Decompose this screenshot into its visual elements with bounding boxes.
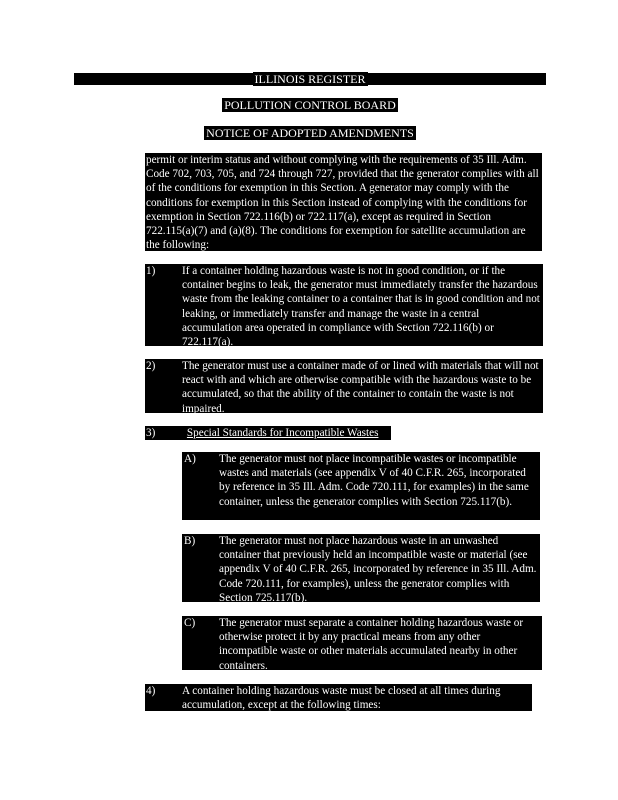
register-header — [74, 73, 546, 85]
item-1-label: 1) — [145, 264, 181, 346]
board-header — [74, 99, 546, 112]
item-3 — [145, 426, 391, 440]
subitem-a-label: A) — [182, 452, 218, 520]
subitem-b-text: The generator must not place hazardous waste in an unwashed container that previously held an incompatible waste or material (see appendix V of 40 C.F.R. 265, incorporated by reference in 35 Ill. Adm. Code 720.111, for examples), unless the generator complies with Section 725.117(b). — [218, 534, 540, 602]
item-3-heading: Special Standards for Incompatible Wastes — [186, 427, 379, 439]
item-4-label: 4) — [145, 684, 181, 711]
intro-paragraph: permit or interim status and without complying with the requirements of 35 Ill. Adm. Code 702, 703, 705, and 724 through 727, provided that the generator complies with all of the conditions for exemption in this Section. A generator may comply with the conditions for exemption in this Section instead of complying with the conditions for exemption in Section 722.116(b) or 722.117(a), except as required in Section 722.115(a)(7) and (a)(8). The conditions for exemption for satellite accumulation are the following: — [145, 153, 542, 251]
item-2-text: The generator must use a container made of or lined with materials that will not react with and which are otherwise compatible with the hazardous waste to be accumulated, so that the ability of the container to contain the waste is not impaired. — [181, 359, 543, 413]
item-2-label: 2) — [145, 359, 181, 413]
subitem-a-text: The generator must not place incompatible wastes or incompatible wastes and materials (see appendix V of 40 C.F.R. 265, incorporated by reference in 35 Ill. Adm. Code 720.111, for examples) in the same container, unless the generator complies with Section 725.117(b). — [218, 452, 540, 520]
item-1-text: If a container holding hazardous waste is not in good condition, or if the container begins to leak, the generator must immediately transfer the hazardous waste from the leaking container to a container that is in good condition and not leaking, or immediately transfer and manage the waste in a central accumulation area operated in compliance with Section 722.116(b) or 722.117(a). — [181, 264, 543, 346]
board-title: POLLUTION CONTROL BOARD — [224, 98, 396, 112]
subitem-c-label: C) — [182, 616, 218, 670]
subitem-b-label: B) — [182, 534, 218, 602]
notice-header — [74, 127, 546, 140]
item-4-text: A container holding hazardous waste must be closed at all times during accumulation, except at the following times: — [181, 684, 532, 711]
subitem-c-text: The generator must separate a container holding hazardous waste or otherwise protect it by any practical means from any other incompatible waste or other materials accumulated nearby in other containers. — [218, 616, 542, 670]
item-3-label: 3) — [146, 427, 156, 439]
notice-title: NOTICE OF ADOPTED AMENDMENTS — [206, 126, 414, 140]
register-title: ILLINOIS REGISTER — [254, 72, 366, 86]
